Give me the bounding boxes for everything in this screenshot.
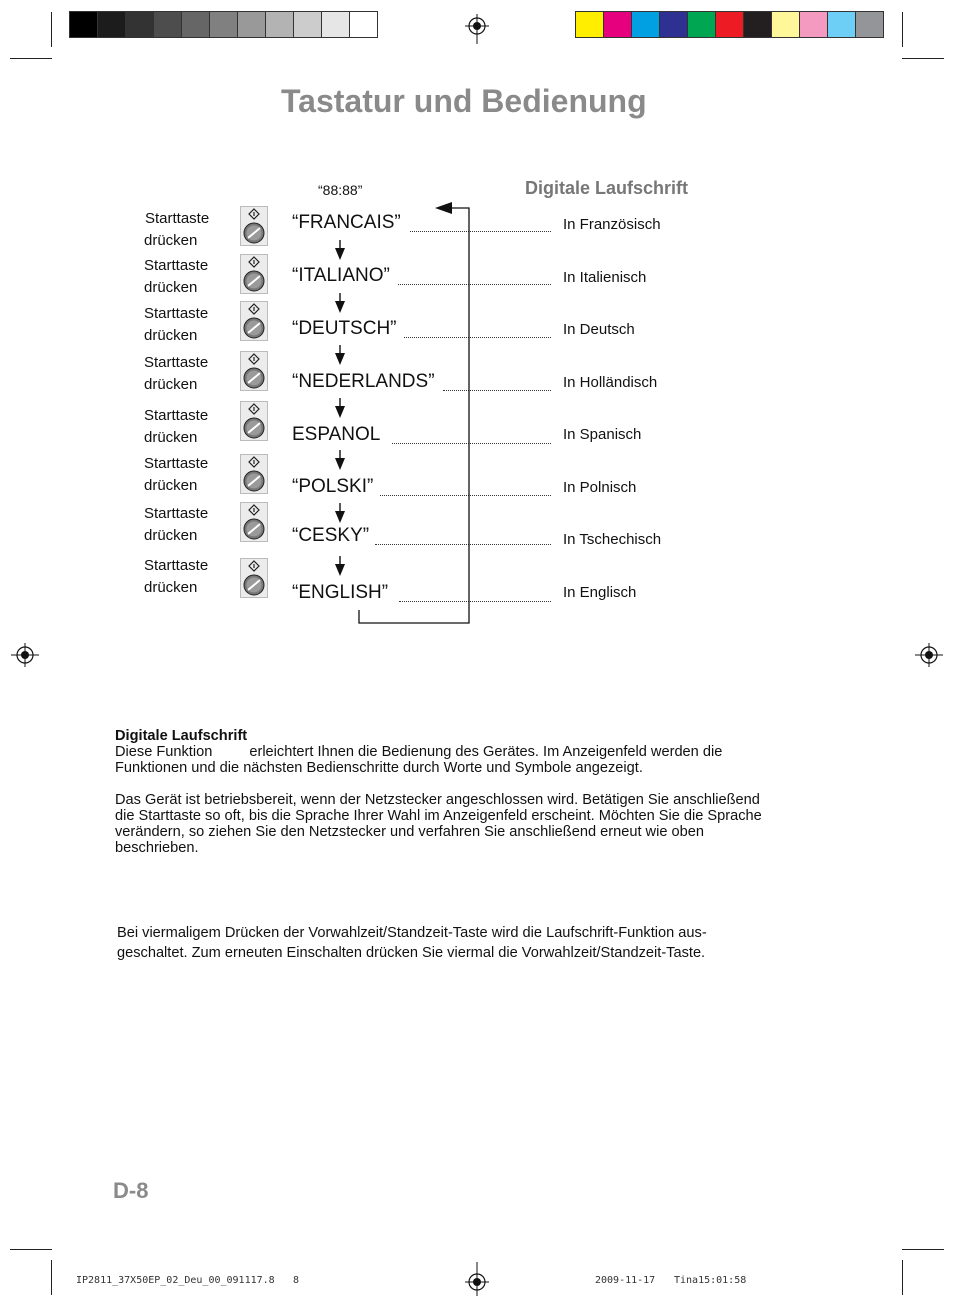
gray-swatch [97,11,126,38]
language-meaning: In Tschechisch [563,531,662,548]
start-button-icon [240,454,268,494]
press-label: drücken [144,428,198,446]
display-language-text: “ENGLISH” [292,582,389,603]
crop-mark [902,12,903,47]
start-button-icon [240,351,268,391]
press-label: drücken [144,578,198,596]
footer-page: 8 [293,1275,300,1286]
press-label: drücken [144,278,198,296]
footer-time: Tina15:01:58 [674,1275,747,1286]
process-swatch [771,11,800,38]
crop-mark [10,1249,52,1250]
flow-heading: Digitale Laufschrift [525,178,689,198]
process-swatch [855,11,884,38]
down-arrow-icon [334,503,346,523]
process-swatch [603,11,632,38]
down-arrow-icon [334,293,346,313]
gray-swatch [181,11,210,38]
press-label: Starttaste [144,305,209,322]
press-label: Starttaste [145,210,210,227]
description-line: Das Gerät ist betriebsbereit, wenn der Netzstecker angeschlossen wird. Betätigen Sie anschließend [115,792,760,808]
gray-swatch [349,11,378,38]
gray-swatch [209,11,238,38]
crop-mark [10,58,52,59]
process-swatch [743,11,772,38]
start-button-icon [240,401,268,441]
press-start-instruction [144,503,234,546]
process-swatch [799,11,828,38]
process-swatch [659,11,688,38]
process-swatch [715,11,744,38]
description-text: erleichtert Ihnen die Bedienung des Gerätes. Im Anzeigenfeld werden die [249,744,723,760]
press-label: drücken [144,526,198,544]
display-language-text: “NEDERLANDS” [292,371,435,392]
footer-date: 2009-11-17 [595,1275,656,1286]
initial-display: “88:88” [318,182,363,198]
process-swatch [575,11,604,38]
press-start-instruction [144,555,234,598]
description-line [115,744,815,760]
press-label: Starttaste [144,455,209,472]
start-button-icon [240,301,268,341]
display-language-text: “POLSKI” [292,476,374,497]
process-swatch [631,11,660,38]
gray-swatch [321,11,350,38]
page-title: Tastatur und Bedienung [281,83,647,119]
registration-mark-icon [465,1262,489,1296]
language-meaning: In Englisch [563,584,637,601]
press-label: Starttaste [144,257,209,274]
description-line: beschrieben. [115,840,199,856]
gray-swatch [125,11,154,38]
description-line: verändern, so ziehen Sie den Netzstecker und verfahren Sie anschließend erneut wie oben [115,824,704,840]
press-start-instruction [144,405,234,448]
page-number: D-8 [113,1178,149,1203]
press-label: drücken [144,375,198,393]
start-button-icon [240,558,268,598]
gray-swatch [69,11,98,38]
down-arrow-icon [334,398,346,418]
gray-swatch [293,11,322,38]
process-swatch [827,11,856,38]
description-heading: Digitale Laufschrift [115,728,248,744]
language-meaning: In Französisch [563,216,661,233]
press-label: drücken [144,326,198,344]
start-button-icon [240,502,268,542]
registration-mark-icon [11,643,39,667]
down-arrow-icon [334,345,346,365]
description-text: Diese Funktion [115,744,213,760]
press-label: Starttaste [144,354,209,371]
down-arrow-icon [334,240,346,260]
display-language-text: ESPANOL [292,424,381,445]
gray-swatch [265,11,294,38]
language-meaning: In Spanisch [563,426,642,443]
display-language-text: “DEUTSCH” [292,318,397,339]
registration-mark-icon [465,14,489,44]
press-start-instruction [144,255,234,298]
display-language-text: “ITALIANO” [292,265,390,286]
display-language-text: “CESKY” [292,525,370,546]
footer-file: IP2811_37X50EP_02_Deu_00_091117.8 [76,1275,275,1286]
press-start-instruction [144,352,234,395]
description-line: Funktionen und die nächsten Bedienschritte durch Worte und Symbole angezeigt. [115,760,643,776]
start-button-icon [240,254,268,294]
press-start-instruction [144,208,234,251]
press-label: Starttaste [144,505,209,522]
language-meaning: In Polnisch [563,479,637,496]
registration-mark-icon [915,643,943,667]
start-button-icon [240,206,268,246]
process-swatch [687,11,716,38]
crop-mark [51,12,52,47]
gray-swatch [153,11,182,38]
language-meaning: In Deutsch [563,321,635,338]
crop-mark [902,1249,944,1250]
language-meaning: In Italienisch [563,269,647,286]
note-line: geschaltet. Zum erneuten Einschalten drücken Sie viermal die Vorwahlzeit/Standzeit-Taste. [117,945,706,961]
press-label: Starttaste [144,557,209,574]
gray-swatch [237,11,266,38]
crop-mark [51,1260,52,1295]
down-arrow-icon [334,450,346,470]
description-line: die Starttaste so oft, bis die Sprache Ihrer Wahl im Anzeigenfeld erscheint. Möchten Sie die Sprache [115,808,762,824]
press-start-instruction [144,453,234,496]
press-label: drücken [144,476,198,494]
crop-mark [902,1260,903,1295]
loop-back-arrow [355,198,475,628]
language-meaning: In Holländisch [563,374,658,391]
note-line: Bei viermaligem Drücken der Vorwahlzeit/Standzeit-Taste wird die Laufschrift-Funktion aus- [117,925,707,941]
display-language-text: “FRANCAIS” [292,212,401,233]
press-label: Starttaste [144,407,209,424]
press-start-instruction [144,303,234,346]
press-label: drücken [144,231,198,249]
down-arrow-icon [334,556,346,576]
crop-mark [902,58,944,59]
